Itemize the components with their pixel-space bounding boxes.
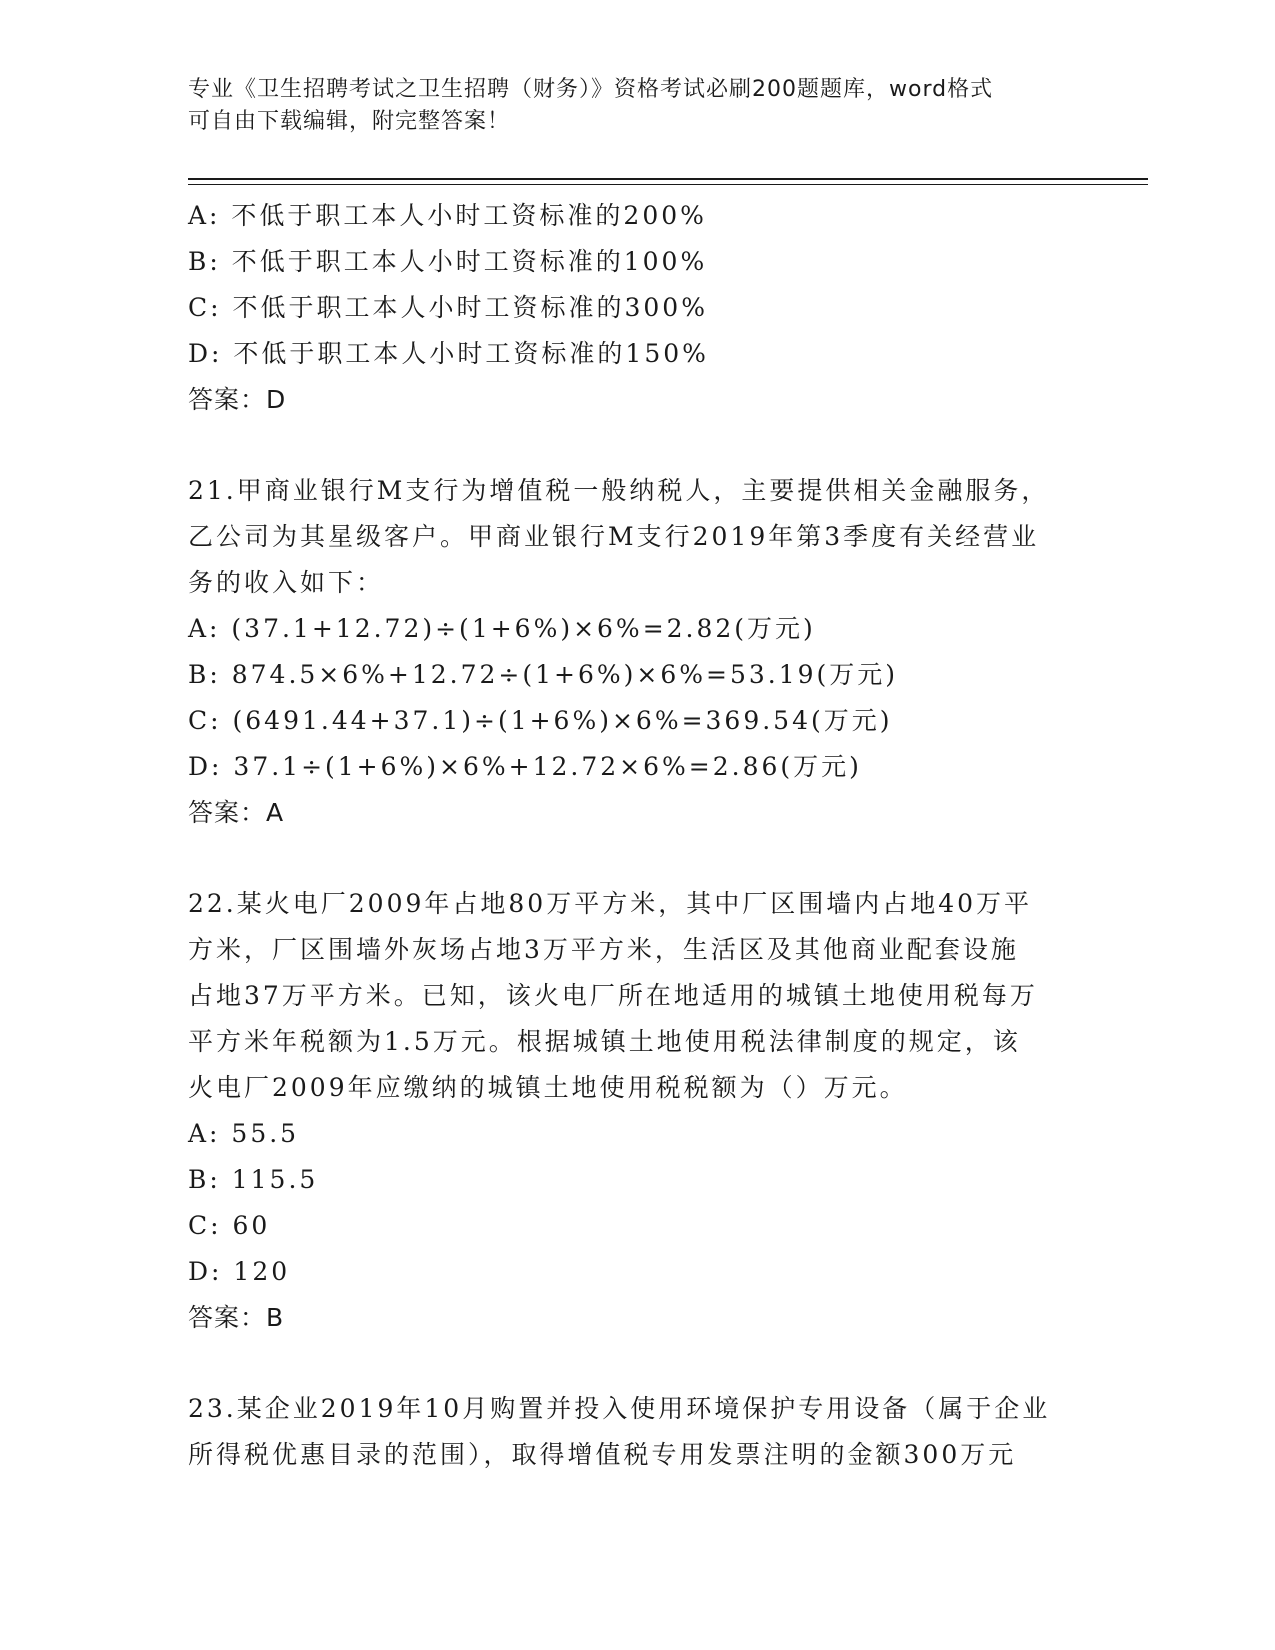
option-d: D: 120 (188, 1257, 291, 1286)
question-20-options (188, 193, 1088, 423)
question-text-line: 乙公司为其星级客户。甲商业银行M支行2019年第3季度有关经营业 (188, 522, 1040, 551)
answer: 答案：D (188, 385, 287, 414)
header-line-2: 可自由下载编辑，附完整答案！ (188, 109, 511, 134)
answer: 答案：A (188, 798, 285, 827)
option-b: B: 不低于职工本人小时工资标准的100% (188, 247, 708, 276)
question-23 (188, 1386, 1088, 1478)
option-d: D: 不低于职工本人小时工资标准的150% (188, 339, 709, 368)
option-c: C: 60 (188, 1211, 271, 1240)
question-text-line: 23.某企业2019年10月购置并投入使用环境保护专用设备（属于企业 (188, 1394, 1051, 1423)
question-text-line: 占地37万平方米。已知，该火电厂所在地适用的城镇土地使用税每万 (188, 981, 1038, 1010)
question-text-line: 平方米年税额为1.5万元。根据城镇土地使用税法律制度的规定，该 (188, 1027, 1021, 1056)
option-a: A: 不低于职工本人小时工资标准的200% (188, 201, 707, 230)
question-text-line: 务的收入如下： (188, 568, 385, 597)
question-22 (188, 881, 1088, 1341)
header-line-1: 专业《卫生招聘考试之卫生招聘（财务）》资格考试必刷200题题库，word格式 (188, 77, 994, 102)
option-b: B: 874.5×6%+12.72÷(1+6%)×6%=53.19(万元) (188, 660, 899, 689)
document-header (188, 74, 1068, 138)
option-b: B: 115.5 (188, 1165, 319, 1194)
document-body (188, 193, 1088, 1478)
question-text-line: 所得税优惠目录的范围），取得增值税专用发票注明的金额300万元 (188, 1440, 1017, 1469)
option-c: C: (6491.44+37.1)÷(1+6%)×6%=369.54(万元) (188, 706, 893, 735)
question-21 (188, 468, 1088, 836)
question-text-line: 火电厂2009年应缴纳的城镇土地使用税税额为（）万元。 (188, 1073, 908, 1102)
option-a: A: 55.5 (188, 1119, 300, 1148)
option-a: A: (37.1+12.72)÷(1+6%)×6%=2.82(万元) (188, 614, 816, 643)
answer: 答案：B (188, 1303, 285, 1332)
question-text-line: 方米，厂区围墙外灰场占地3万平方米，生活区及其他商业配套设施 (188, 935, 1019, 964)
header-divider-thin (188, 184, 1148, 185)
option-d: D: 37.1÷(1+6%)×6%+12.72×6%=2.86(万元) (188, 752, 862, 781)
question-text-line: 22.某火电厂2009年占地80万平方米，其中厂区围墙内占地40万平 (188, 889, 1033, 918)
option-c: C: 不低于职工本人小时工资标准的300% (188, 293, 708, 322)
header-divider-thick (188, 178, 1148, 180)
question-text-line: 21.甲商业银行M支行为增值税一般纳税人，主要提供相关金融服务， (188, 476, 1050, 505)
